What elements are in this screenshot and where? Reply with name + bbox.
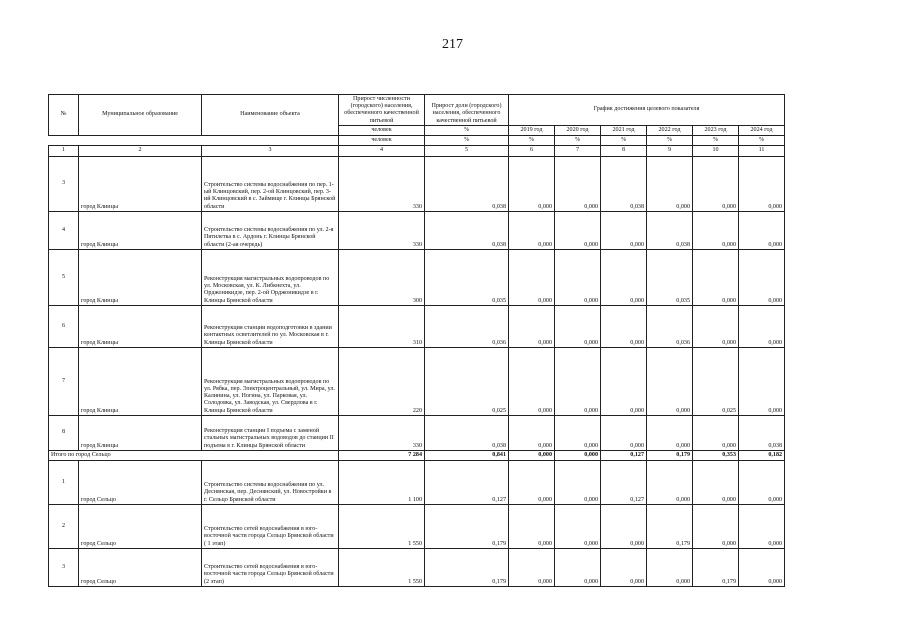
year-value-cell: 0,000 [601, 416, 647, 451]
population-growth-cell: 330 [339, 157, 425, 212]
header-pop-growth: Прирост численности (городского) населения, обеспеченного качественной питьевой [339, 95, 425, 126]
year-value-cell: 0,000 [509, 157, 555, 212]
year-value-cell: 0,036 [647, 306, 693, 348]
object-name-cell: Реконструкция магистральных водопроводов по ул. Рябка, пер. Электроцентральный, ул. Мира, ул. Калинина, ул. Ногина, ул. Парковая, ул. Солодовка, ул. Заводская, ул. Свердлова в г. Клинцы Брянской области [202, 348, 339, 416]
year-value-cell: 0,000 [693, 306, 739, 348]
municipality-cell: город Сельцо [79, 549, 202, 587]
table-body [49, 157, 785, 587]
row-number: 3 [49, 549, 79, 587]
year-value-cell: 0,025 [693, 348, 739, 416]
row-number: 7 [49, 348, 79, 416]
population-growth-cell: 310 [339, 306, 425, 348]
year-value-cell: 0,000 [509, 461, 555, 505]
unit-pct: % [647, 136, 693, 146]
year-value-cell: 0,000 [693, 416, 739, 451]
share-growth-cell: 0,038 [425, 157, 509, 212]
year-value-cell: 0,179 [647, 505, 693, 549]
object-name-cell: Реконструкция станции I подъема с заменой стальных магистральных водоводов до станции II подъема в г. Клинцы Брянской области [202, 416, 339, 451]
year-value-cell: 0,000 [601, 306, 647, 348]
header-year: 2021 год [601, 126, 647, 136]
year-value-cell: 0,000 [693, 250, 739, 306]
year-value-cell: 0,000 [647, 461, 693, 505]
year-value-cell: 0,000 [601, 212, 647, 250]
year-value-cell: 0,000 [509, 250, 555, 306]
object-name-cell: Строительство системы водоснабжения по ул. Деснянская, пер. Деснянский, ул. Новостройки в г. Сельцо Брянской области [202, 461, 339, 505]
page-number: 217 [442, 37, 463, 52]
year-value-cell: 0,000 [739, 306, 785, 348]
col-number: 1 [49, 146, 79, 157]
share-growth-cell: 0,179 [425, 549, 509, 587]
year-value-cell: 0,000 [693, 157, 739, 212]
unit-people: человек [339, 126, 425, 136]
unit-people: человек [339, 136, 425, 146]
share-growth-cell: 0,841 [425, 451, 509, 461]
share-growth-cell: 0,179 [425, 505, 509, 549]
year-value-cell: 0,000 [647, 157, 693, 212]
population-growth-cell: 1 550 [339, 549, 425, 587]
col-number: 4 [339, 146, 425, 157]
table-row [49, 306, 785, 348]
unit-pct: % [555, 136, 601, 146]
row-number: 8 [49, 416, 79, 451]
table-row [49, 212, 785, 250]
year-value-cell: 0,000 [509, 306, 555, 348]
unit-pct: % [425, 136, 509, 146]
col-number: 7 [555, 146, 601, 157]
year-value-cell: 0,000 [555, 250, 601, 306]
year-value-cell: 0,000 [601, 549, 647, 587]
population-growth-cell: 330 [339, 416, 425, 451]
share-growth-cell: 0,127 [425, 461, 509, 505]
header-year: 2023 год [693, 126, 739, 136]
year-value-cell: 0,000 [509, 416, 555, 451]
table-row [49, 250, 785, 306]
col-number: 8 [601, 146, 647, 157]
header-object: Наименование объекта [202, 95, 339, 136]
year-value-cell: 0,000 [509, 549, 555, 587]
year-value-cell: 0,127 [601, 461, 647, 505]
header-no: № [49, 95, 79, 136]
total-label: Итого по город Сельцо [49, 451, 339, 461]
year-value-cell: 0,000 [739, 212, 785, 250]
year-value-cell: 0,000 [555, 461, 601, 505]
row-number: 3 [49, 157, 79, 212]
year-value-cell: 0,127 [601, 451, 647, 461]
col-number: 9 [647, 146, 693, 157]
year-value-cell: 0,000 [555, 306, 601, 348]
year-value-cell: 0,000 [555, 416, 601, 451]
object-name-cell: Строительство сетей водоснабжения в юго-восточной части города Сельцо Брянской области ( 1 этап) [202, 505, 339, 549]
unit-pct: % [509, 136, 555, 146]
target-indicator-table [48, 94, 785, 587]
municipality-cell: город Клинцы [79, 212, 202, 250]
col-number: 11 [739, 146, 785, 157]
year-value-cell: 0,000 [647, 549, 693, 587]
year-value-cell: 0,000 [739, 250, 785, 306]
population-growth-cell: 330 [339, 212, 425, 250]
year-value-cell: 0,000 [555, 212, 601, 250]
object-name-cell: Строительство системы водоснабжения по пер. 1-ый Клинцовский, пер. 2-ой Клинцовский, пер. 3-ий Клинцовский в с. Займище г. Клинцы Брянской области [202, 157, 339, 212]
year-value-cell: 0,000 [693, 505, 739, 549]
header-schedule: График достижения целевого показателя [509, 95, 785, 126]
population-growth-cell: 1 550 [339, 505, 425, 549]
year-value-cell: 0,038 [647, 212, 693, 250]
year-value-cell: 0,000 [509, 505, 555, 549]
unit-pct: % [601, 136, 647, 146]
unit-pct: % [693, 136, 739, 146]
table-row [49, 505, 785, 549]
share-growth-cell: 0,035 [425, 250, 509, 306]
table-row [49, 416, 785, 451]
year-value-cell: 0,000 [693, 212, 739, 250]
municipality-cell: город Сельцо [79, 461, 202, 505]
row-number: 4 [49, 212, 79, 250]
table-row [49, 461, 785, 505]
col-number: 10 [693, 146, 739, 157]
year-value-cell: 0,000 [555, 157, 601, 212]
col-number: 5 [425, 146, 509, 157]
year-value-cell: 0,035 [647, 250, 693, 306]
header-year: 2020 год [555, 126, 601, 136]
total-row [49, 451, 785, 461]
row-number: 1 [49, 461, 79, 505]
year-value-cell: 0,038 [601, 157, 647, 212]
share-growth-cell: 0,025 [425, 348, 509, 416]
year-value-cell: 0,000 [601, 348, 647, 416]
col-number: 3 [202, 146, 339, 157]
population-growth-cell: 220 [339, 348, 425, 416]
year-value-cell: 0,000 [647, 416, 693, 451]
year-value-cell: 0,000 [601, 250, 647, 306]
col-number: 2 [79, 146, 202, 157]
year-value-cell: 0,000 [739, 348, 785, 416]
year-value-cell: 0,182 [739, 451, 785, 461]
header-share-growth: Прирост доли (городского) населения, обеспеченного качественной питьевой [425, 95, 509, 126]
row-number: 6 [49, 306, 79, 348]
row-number: 2 [49, 505, 79, 549]
year-value-cell: 0,000 [555, 451, 601, 461]
share-growth-cell: 0,038 [425, 212, 509, 250]
header-year: 2019 год [509, 126, 555, 136]
year-value-cell: 0,179 [693, 549, 739, 587]
municipality-cell: город Клинцы [79, 306, 202, 348]
municipality-cell: город Клинцы [79, 250, 202, 306]
object-name-cell: Строительство системы водоснабжения по ул. 2-я Пятилетка в с. Ардонь г. Клинцы Брянской области (2-ая очередь) [202, 212, 339, 250]
year-value-cell: 0,000 [509, 451, 555, 461]
year-value-cell: 0,000 [555, 348, 601, 416]
share-growth-cell: 0,038 [425, 416, 509, 451]
municipality-cell: город Клинцы [79, 416, 202, 451]
header-municipality: Муниципальное образование [79, 95, 202, 136]
year-value-cell: 0,000 [739, 461, 785, 505]
header-year: 2024 год [739, 126, 785, 136]
row-number: 5 [49, 250, 79, 306]
year-value-cell: 0,000 [509, 348, 555, 416]
year-value-cell: 0,000 [739, 505, 785, 549]
unit-pct: % [739, 136, 785, 146]
table-row [49, 348, 785, 416]
municipality-cell: город Клинцы [79, 348, 202, 416]
year-value-cell: 0,353 [693, 451, 739, 461]
table-row [49, 549, 785, 587]
year-value-cell: 0,000 [693, 461, 739, 505]
table-row [49, 157, 785, 212]
object-name-cell: Реконструкция станции водоподготовки в здании контактных осветлителей по ул. Московская в г. Клинцы Брянской области [202, 306, 339, 348]
year-value-cell: 0,000 [509, 212, 555, 250]
population-growth-cell: 7 284 [339, 451, 425, 461]
year-value-cell: 0,000 [555, 505, 601, 549]
unit-pct: % [425, 126, 509, 136]
col-number: 6 [509, 146, 555, 157]
population-growth-cell: 300 [339, 250, 425, 306]
year-value-cell: 0,038 [739, 416, 785, 451]
header-year: 2022 год [647, 126, 693, 136]
year-value-cell: 0,000 [555, 549, 601, 587]
share-growth-cell: 0,036 [425, 306, 509, 348]
municipality-cell: город Сельцо [79, 505, 202, 549]
object-name-cell: Реконструкция магистральных водопроводов по ул. Московская, ул. К. Либкнехта, ул. Орджоникидзе, пер. 2-ой Орджоникидзе в г. Клинцы Брянской области [202, 250, 339, 306]
year-value-cell: 0,179 [647, 451, 693, 461]
population-growth-cell: 1 100 [339, 461, 425, 505]
year-value-cell: 0,000 [601, 505, 647, 549]
year-value-cell: 0,000 [647, 348, 693, 416]
object-name-cell: Строительство сетей водоснабжения в юго-восточной части города Сельцо Брянской области (2 этап) [202, 549, 339, 587]
year-value-cell: 0,000 [739, 549, 785, 587]
year-value-cell: 0,000 [739, 157, 785, 212]
municipality-cell: город Клинцы [79, 157, 202, 212]
